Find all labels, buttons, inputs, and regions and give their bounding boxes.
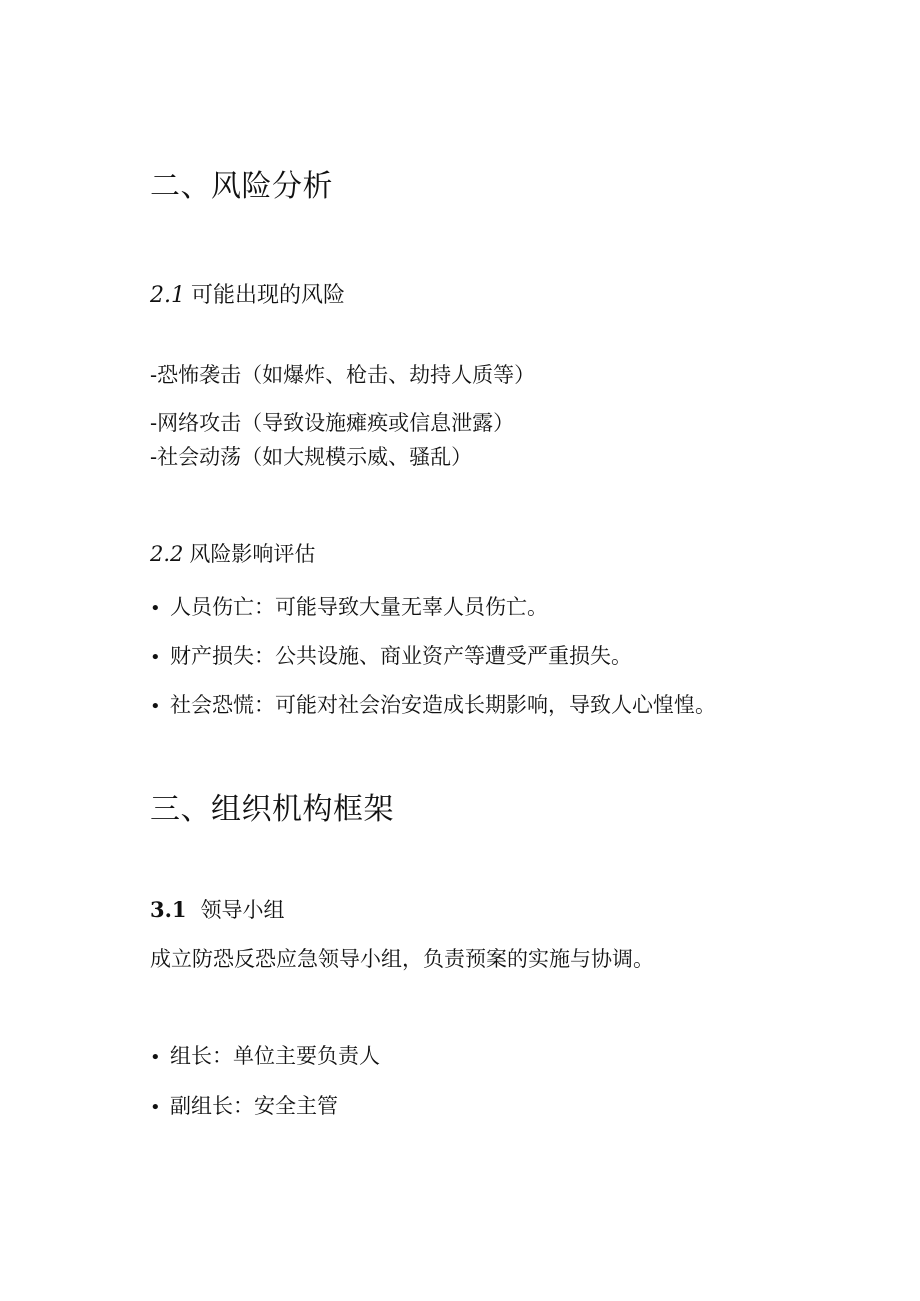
impact-item-text: 人员伤亡：可能导致大量无辜人员伤亡。 xyxy=(170,595,548,619)
subsection-2-1-number: 2.1 xyxy=(150,283,185,308)
subsection-2-2-number: 2.2 xyxy=(150,542,184,566)
risk-item-unrest: -社会动荡（如大规模示威、骚乱） xyxy=(150,445,473,469)
subsection-2-2-title: 风险影响评估 xyxy=(189,542,316,566)
bullet-icon: • xyxy=(150,1097,161,1118)
bullet-icon: • xyxy=(150,647,161,668)
section-3-heading: 三、组织机构框架 xyxy=(150,792,394,827)
bullet-icon: • xyxy=(150,696,161,717)
section-2-heading: 二、风险分析 xyxy=(150,169,333,204)
impact-item-text: 社会恐慌：可能对社会治安造成长期影响，导致人心惶惶。 xyxy=(170,693,716,717)
subsection-3-1-title: 领导小组 xyxy=(200,898,285,922)
impact-item-panic xyxy=(150,695,716,716)
subsection-3-1-heading xyxy=(150,899,285,921)
subsection-2-1-title: 可能出现的风险 xyxy=(191,283,346,308)
impact-item-property xyxy=(150,646,632,667)
role-item-deputy xyxy=(150,1096,338,1117)
leadership-group-paragraph: 成立防恐反恐应急领导小组，负责预案的实施与协调。 xyxy=(150,947,654,971)
subsection-3-1-number: 3.1 xyxy=(150,897,187,922)
impact-item-casualties xyxy=(150,597,548,618)
subsection-2-1-heading xyxy=(150,285,345,307)
bullet-icon: • xyxy=(150,1047,161,1068)
role-item-text: 组长：单位主要负责人 xyxy=(170,1044,380,1068)
subsection-2-2-heading xyxy=(150,544,315,565)
bullet-icon: • xyxy=(150,598,161,619)
risk-item-terror: -恐怖袭击（如爆炸、枪击、劫持人质等） xyxy=(150,363,536,387)
role-item-text: 副组长：安全主管 xyxy=(170,1094,338,1118)
risk-item-cyber: -网络攻击（导致设施瘫痪或信息泄露） xyxy=(150,411,515,435)
role-item-leader xyxy=(150,1046,380,1067)
impact-item-text: 财产损失：公共设施、商业资产等遭受严重损失。 xyxy=(170,644,632,668)
